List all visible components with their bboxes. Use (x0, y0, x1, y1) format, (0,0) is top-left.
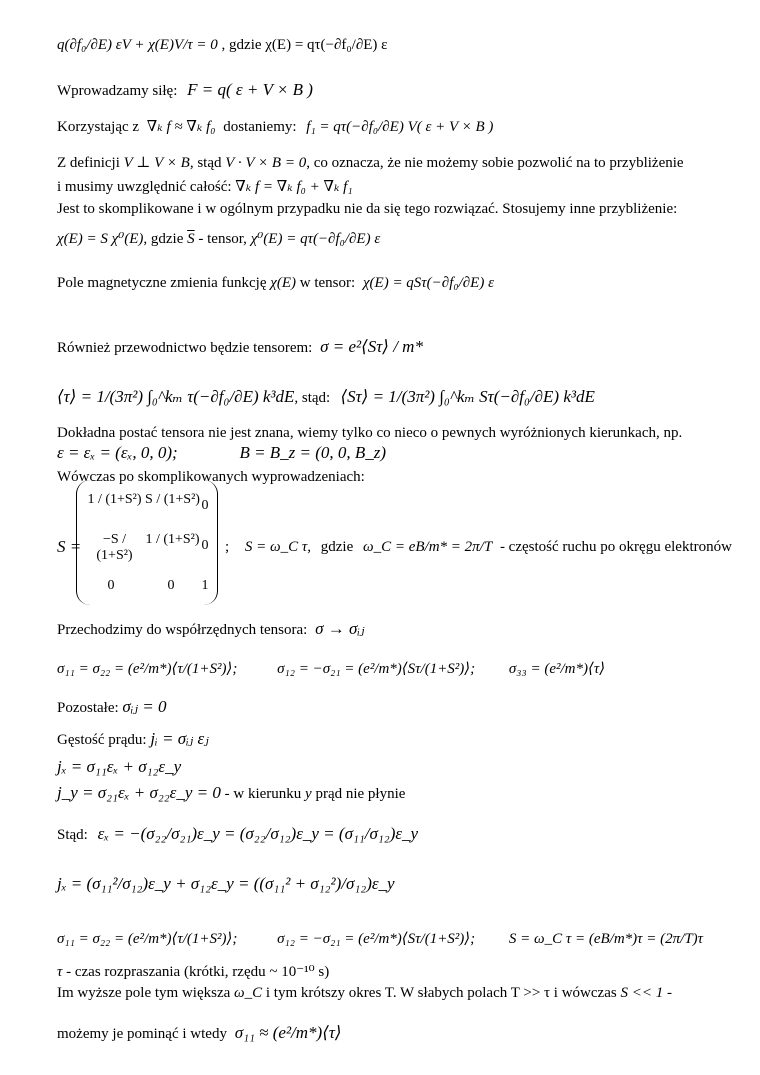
eq-current: jᵢ = σᵢⱼ εⱼ (150, 729, 209, 748)
eq-ex: εₓ = −(σ₂₂/σ₂₁)ε_y = (σ₂₂/σ₁₂)ε_y = (σ₁₁/σ₁₂)ε_y (97, 824, 419, 843)
label: w tensor: (299, 275, 356, 291)
eq-gradient-approx: ∇ₖ f ≈ ∇ₖ f₀ (146, 119, 216, 135)
eq-sigma12: σ₁₂ = −σ₂₁ = (e²/m*)⟨Sτ/(1+S²)⟩; (277, 661, 476, 677)
eq-dot: V · V × B = 0 (225, 155, 307, 171)
label: i musimy uwzględnić całość: (57, 179, 232, 195)
matrix-cell: 0 (167, 578, 175, 593)
eq-jx-result: jₓ = (σ₁₁²/σ₁₂)ε_y + σ₁₂ε_y = ((σ₁₁² + σ₁₂²)/σ₁₂)ε_y (57, 874, 395, 893)
eq-sigma11: σ₁₁ = σ₂₂ = (e²/m*)⟨τ/(1+S²)⟩; (57, 931, 238, 947)
label: ; (225, 539, 230, 555)
label: i tym krótszy okres T. W słabych polach T >> τ i wówczas (265, 985, 617, 1001)
label: - w kierunku (224, 786, 302, 802)
matrix-cell: 1 (201, 578, 209, 593)
label: Im wyższe pole tym większa (57, 985, 231, 1001)
eq-chi: χ(E) (270, 275, 297, 291)
eq-chi0: χ⁰(E) = qτ(−∂f₀/∂E) ε (250, 231, 381, 247)
eq-bfield: B = B_z = (0, 0, B_z) (239, 443, 387, 462)
text-line (57, 118, 493, 136)
label: - (666, 985, 672, 1001)
label: - czas rozpraszania (krótki, rzędu ~ 10⁻¹⁰ s) (66, 964, 330, 980)
eq-part: q(∂f₀/∂E) εV + χ(E)V/τ = 0 (57, 37, 218, 53)
eq-sigma11: σ₁₁ = σ₂₂ = (e²/m*)⟨τ/(1+S²)⟩; (57, 661, 238, 677)
matrix-cell: 0 (107, 578, 115, 593)
eq-sigma11-approx: σ₁₁ ≈ (e²/m*)⟨τ⟩ (234, 1023, 342, 1042)
tensor-symbol: $\overline{S}$ (187, 231, 195, 247)
eq-stau-avg: ⟨Sτ⟩ = 1/(3π²) ∫₀^kₘ Sτ(−∂f₀/∂E) k³dE (340, 387, 595, 406)
eq-averages (57, 388, 595, 407)
eq-force: F = q( ε + V × B ) (187, 80, 313, 99)
label: Z definicji (57, 155, 120, 171)
label: możemy je pominąć i wtedy (57, 1026, 227, 1042)
eq-sigma-ij: σ → σᵢⱼ (315, 619, 365, 638)
eq-f1: f₁ = qτ(−∂f₀/∂E) V( ε + V × B ) (306, 119, 494, 135)
text-line (57, 825, 418, 844)
label: gdzie (320, 539, 354, 555)
text-line (57, 178, 353, 196)
eq-other-zero: σᵢⱼ = 0 (122, 697, 167, 716)
eq-sigma-tensor: σ = e²⟨Sτ⟩ / m* (320, 337, 423, 356)
matrix-cell: 1 / (1+S²) (87, 492, 142, 507)
eq-sigma-components (57, 660, 605, 678)
text-line (57, 620, 365, 639)
label: - częstość ruchu po okręgu elektronów (499, 539, 732, 555)
label: Gęstość prądu: (57, 732, 147, 748)
symbol-tau: τ (57, 964, 63, 980)
eq-chi-s: χ(E) = qSτ(−∂f₀/∂E) ε (362, 275, 494, 291)
matrix-cell: S / (1+S²) (145, 492, 200, 507)
text-line: Jest to skomplikowane i w ogólnym przypadku nie da się tego rozwiązać. Stosujemy inne przybliżenie: (57, 201, 678, 217)
eq-jx: jₓ = σ₁₁εₓ + σ₁₂ε_y (57, 757, 182, 776)
text-line (57, 963, 329, 981)
text-line (57, 984, 672, 1002)
label: Stąd: (57, 827, 88, 843)
label: - tensor, (198, 231, 247, 247)
eq-boltzmann-linear (57, 36, 387, 54)
eq-omega: ω_C = eB/m* = 2π/T (363, 539, 493, 555)
label: stąd (197, 155, 222, 171)
label: Pozostałe: (57, 700, 119, 716)
label: Pole magnetyczne zmienia funkcję (57, 275, 267, 291)
label: dostaniemy: (223, 119, 297, 135)
eq-s-full: S = ω_C τ = (eB/m*)τ = (2π/T)τ (508, 931, 704, 947)
label: prąd nie płynie (315, 786, 406, 802)
eq-s-def: S = ω_C τ, (244, 539, 312, 555)
eq-perp: V ⊥ V × B, (123, 155, 194, 171)
eq-gradient-full: ∇ₖ f = ∇ₖ f₀ + ∇ₖ f₁ (235, 179, 353, 195)
eq-directions (57, 444, 386, 463)
matrix-cell: 0 (201, 538, 209, 553)
label: Również przewodnictwo będzie tensorem: (57, 340, 313, 356)
text-line: Wówczas po skomplikowanych wyprowadzeniach: (57, 469, 365, 485)
eq-tau-avg: ⟨τ⟩ = 1/(3π²) ∫₀^kₘ τ(−∂f₀/∂E) k³dE (57, 387, 295, 406)
text-line (57, 784, 405, 803)
eq-part: , gdzie χ(E) = qτ(−∂f₀/∂E) ε (221, 37, 388, 53)
matrix-cell: 1 / (1+S²) (145, 532, 200, 547)
label: , co oznacza, że nie możemy sobie pozwolić na to przybliżenie (306, 155, 684, 171)
text-line (57, 338, 423, 357)
symbol-omega: ω_C (234, 985, 263, 1001)
text-line (57, 730, 209, 749)
label: Wprowadzamy siłę: (57, 83, 178, 99)
text-line (57, 81, 313, 100)
eq-summary (57, 930, 703, 948)
text-line (57, 1024, 342, 1043)
eq-field: ε = εₓ = (εₓ, 0, 0); (57, 443, 178, 462)
eq-jy: j_y = σ₂₁εₓ + σ₂₂ε_y = 0 (57, 783, 221, 802)
text-line: Dokładna postać tensora nie jest znana, wiemy tylko co nieco o pewnych wyróżnionych kierunkach, np. (57, 425, 683, 441)
eq-s-small: S << 1 (620, 985, 664, 1001)
matrix-cell: −S / (1+S²) (96, 532, 133, 563)
eq-chi-tensor: χ(E) = S χ⁰(E) (57, 231, 144, 247)
text-line (57, 698, 166, 717)
matrix-label: S = (57, 537, 82, 556)
eq-sigma12: σ₁₂ = −σ₂₁ = (e²/m*)⟨Sτ/(1+S²)⟩; (277, 931, 476, 947)
eq-sigma33: σ₃₃ = (e²/m*)⟨τ⟩ (508, 661, 606, 677)
label: Korzystając z (57, 119, 140, 135)
matrix-trailer (225, 538, 732, 556)
label: , stąd: (294, 390, 331, 406)
label: y (305, 786, 312, 802)
matrix-cell: 0 (201, 498, 209, 513)
text-line (57, 154, 684, 172)
label: , gdzie (143, 231, 184, 247)
text-line (57, 230, 380, 248)
text-line (57, 274, 494, 292)
tensor-matrix (76, 480, 218, 605)
label: Przechodzimy do współrzędnych tensora: (57, 622, 308, 638)
